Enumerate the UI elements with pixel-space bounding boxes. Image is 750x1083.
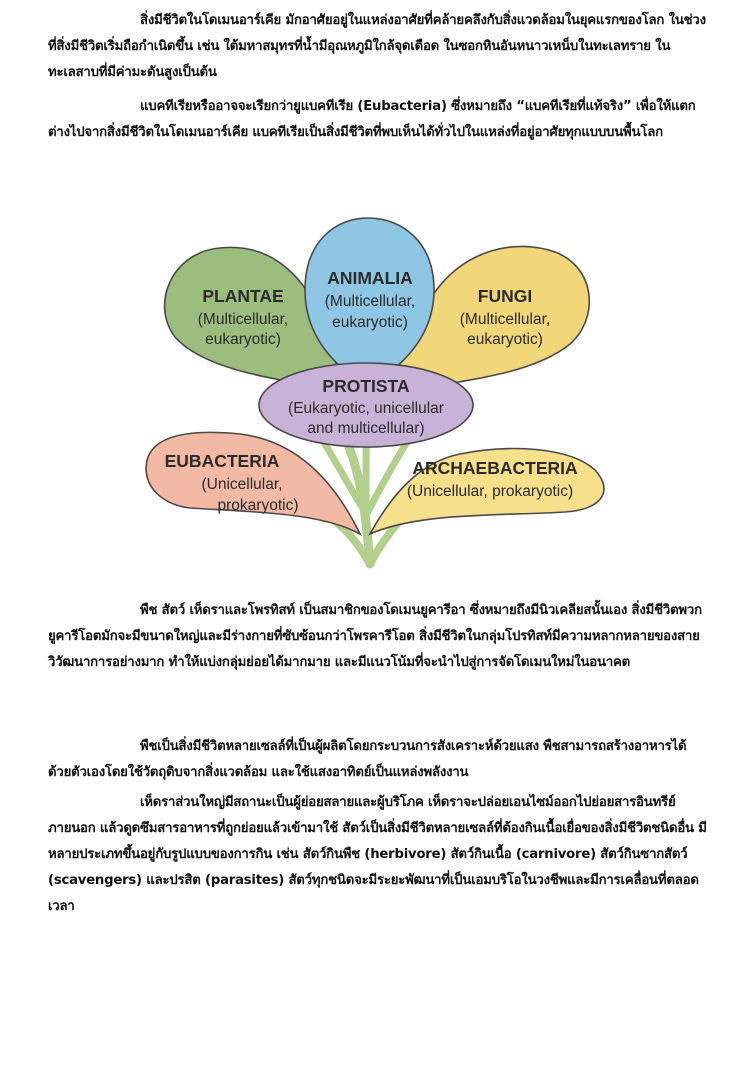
- paragraph-eubacteria: แบคทีเรียหรืออาจจะเรียกว่ายูแบคทีเรีย (Eubacteria) ซึ่งหมายถึง “แบคทีเรียที่แท้จริง” เพื่อให้แตกต่างไปจากสิ่งมีชีวิตในโดเมนอาร์เคีย แบคทีเรียเป็นสิ่งมีชีวิตที่พบเห็นได้ทั่วไปในแหล่งที่อยู่อาศัยทุกแบบบนพื้นโลก: [48, 99, 696, 140]
- animalia-line2: eukaryotic): [332, 314, 408, 331]
- animalia-title: ANIMALIA: [327, 268, 413, 288]
- plantae-line1: (Multicellular,: [197, 311, 289, 328]
- kingdoms-diagram: [130, 212, 620, 570]
- eubacteria-line2: prokaryotic): [217, 497, 299, 514]
- fungi-line2: eukaryotic): [467, 331, 543, 348]
- six-kingdoms-figure: [130, 212, 620, 570]
- eubacteria-line1: (Unicellular,: [201, 476, 283, 493]
- protista-title: PROTISTA: [322, 376, 410, 396]
- paragraph-plants: พืชเป็นสิ่งมีชีวิตหลายเซลล์ที่เป็นผู้ผลิตโดยกระบวนการสังเคราะห์ด้วยแสง พืชสามารถสร้างอาหารได้ด้วยตัวเองโดยใช้วัตถุดิบจากสิ่งแวดล้อม และใช้แสงอาทิตย์เป็นแหล่งพลังงาน: [48, 739, 687, 780]
- archaebacteria-line1: (Unicellular, prokaryotic): [406, 483, 574, 500]
- archaebacteria-title: ARCHAEBACTERIA: [412, 458, 578, 478]
- eubacteria-title: EUBACTERIA: [164, 451, 280, 471]
- plantae-title: PLANTAE: [202, 286, 284, 306]
- protista-line2: and multicellular): [307, 420, 425, 437]
- animalia-line1: (Multicellular,: [324, 293, 416, 310]
- paragraph-archaea-habitat: สิ่งมีชีวิตในโดเมนอาร์เคีย มักอาศัยอยู่ในแหล่งอาศัยที่คล้ายคลึงกับสิ่งแวดล้อมในยุคแรกของโลก ในช่วงที่สิ่งมีชีวิตเริ่มถือกำเนิดขึ้น เช่น ใต้มหาสมุทรที่น้ำมีอุณหภูมิใกล้จุดเดือด ในซอกหินอันหนาวเหน็บในทะเลทราย ในทะเลสาบที่มีค่ามะดันสูงเป็นต้น: [48, 13, 706, 80]
- paragraph-fungi-animals: เห็ดราส่วนใหญ่มีสถานะเป็นผู้ย่อยสลายและผู้บริโภค เห็ดราจะปล่อยเอนไซม์ออกไปย่อยสารอินทรีย์ภายนอก แล้วดูดซึมสารอาหารที่ถูกย่อยแล้วเข้ามาใช้ สัตว์เป็นสิ่งมีชีวิตหลายเซลล์ที่ต้องกินเนื้อเยื่อของสิ่งมีชีวิตชนิดอื่น มีหลายประเภทขึ้นอยู่กับรูปแบบของการกิน เช่น สัตว์กินพืช (herbivore) สัตว์กินเนื้อ (carnivore) สัตว์กินซากสัตว์ (scavengers) และปรสิต (parasites) สัตว์ทุกชนิดจะมีระยะพัฒนาที่เป็นเอมบริโอในวงชีพและมีการเคลื่อนที่ตลอดเวลา: [48, 795, 707, 914]
- paragraph-eukarya: พืช สัตว์ เห็ดราและโพรทิสท์ เป็นสมาชิกของโดเมนยูคารีอา ซึ่งหมายถึงมีนิวเคลียสนั้นเอง สิ่งมีชีวิตพวกยูคารีโอตมักจะมีขนาดใหญ่และมีร่างกายที่ซับซ้อนกว่าโพรคารีโอต สิ่งมีชีวิตในกลุ่มโปรทิสท์มีความหลากหลายของสายวิวัฒนาการอย่างมาก ทำให้แบ่งกลุ่มย่อยได้มากมาย และมีแนวโน้มที่จะนำไปสู่การจัดโดเมนใหม่ในอนาคต: [48, 603, 702, 670]
- protista-line1: (Eukaryotic, unicellular: [288, 400, 444, 417]
- fungi-title: FUNGI: [477, 286, 533, 306]
- plantae-line2: eukaryotic): [205, 331, 281, 348]
- fungi-line1: (Multicellular,: [459, 311, 551, 328]
